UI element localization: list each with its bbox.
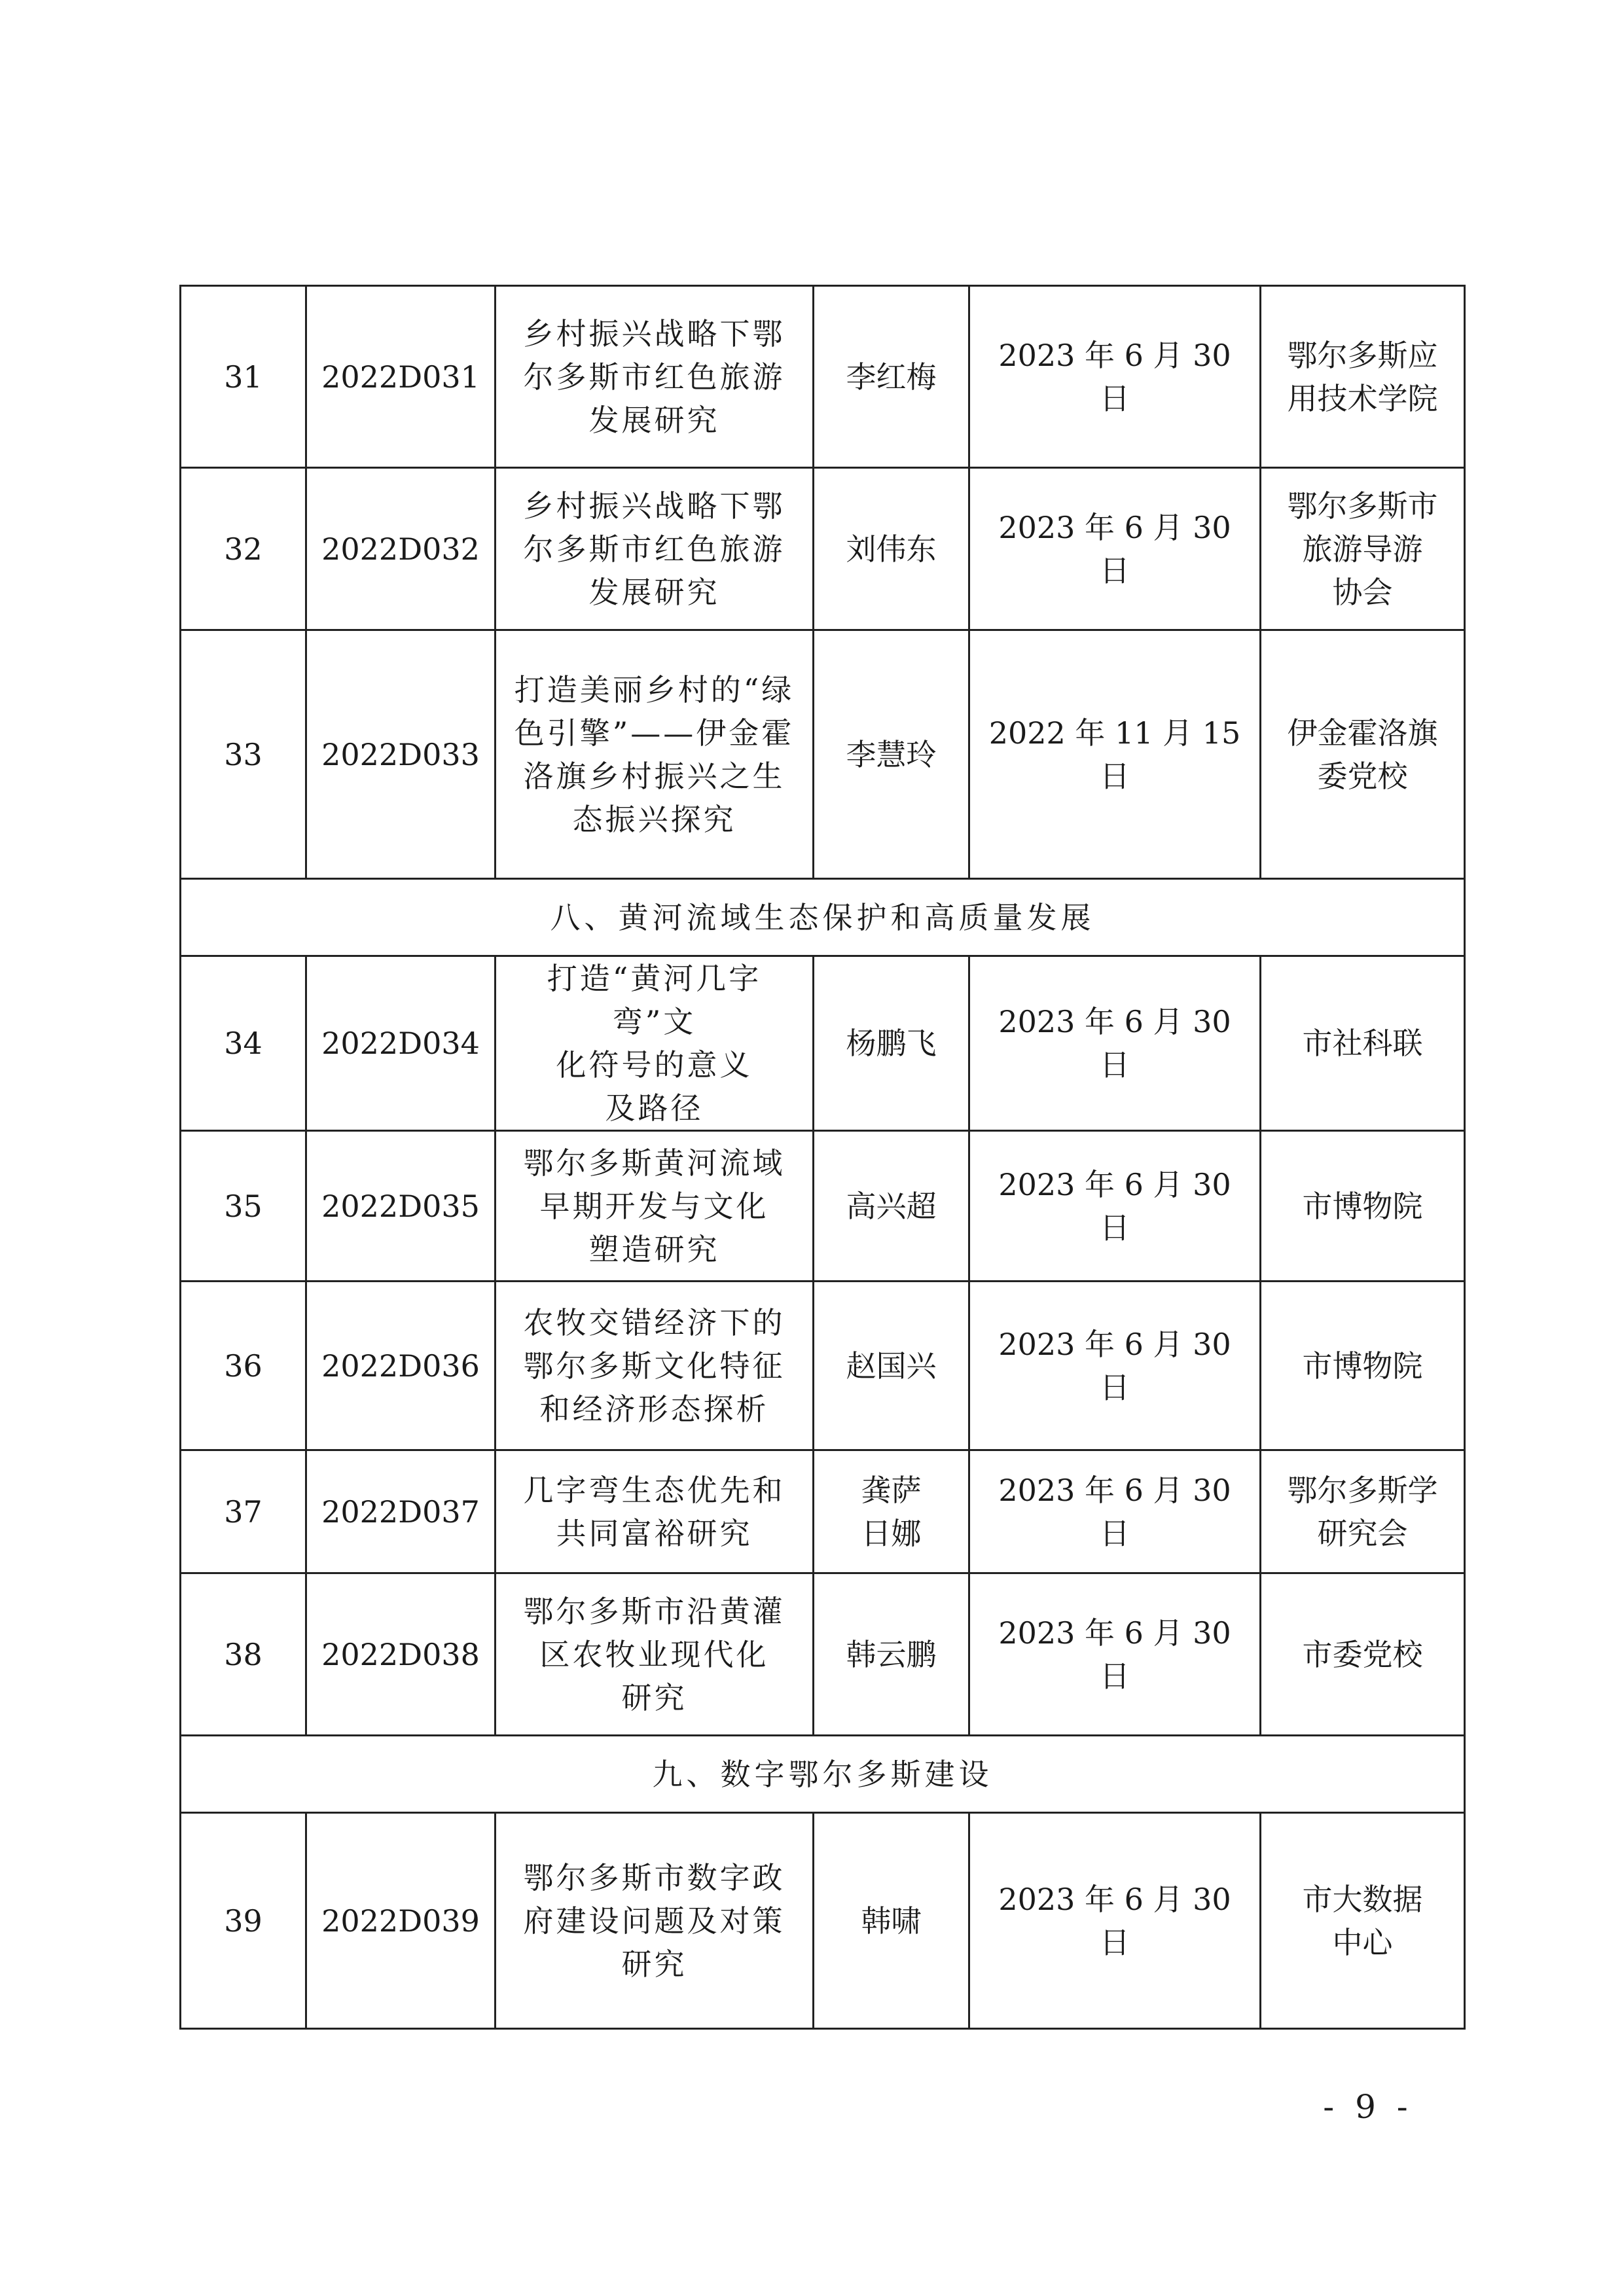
project-title-line: 乡村振兴战略下鄂 <box>523 488 785 524</box>
section-heading-row <box>181 1736 1465 1813</box>
table-row <box>181 1573 1465 1736</box>
organization-line: 市博物院 <box>1302 1188 1423 1224</box>
project-title-line: 发展研究 <box>588 574 720 610</box>
project-leader-line: 日娜 <box>861 1515 922 1551</box>
organization-line: 中心 <box>1332 1924 1393 1960</box>
organization-line: 市大数据 <box>1302 1881 1423 1917</box>
table-row <box>181 1450 1465 1573</box>
organization-line: 协会 <box>1332 574 1393 610</box>
project-title-line: 态振兴探究 <box>572 801 736 837</box>
organization-line: 用技术学院 <box>1287 380 1438 416</box>
organization-line: 市社科联 <box>1302 1026 1423 1061</box>
table-row <box>181 1813 1465 2029</box>
project-leader-line: 赵国兴 <box>846 1348 937 1384</box>
project-title <box>496 1282 814 1450</box>
project-title-line: 鄂尔多斯黄河流域 <box>523 1145 785 1181</box>
project-leader-line: 李红梅 <box>846 359 937 395</box>
completion-date: 2022 年 11 月 15 日 <box>969 630 1261 879</box>
organization-line: 鄂尔多斯市 <box>1287 488 1438 524</box>
project-leader-line: 李慧玲 <box>846 736 937 772</box>
project-code: 2022D031 <box>306 286 496 468</box>
project-leader <box>814 1131 969 1282</box>
project-leader <box>814 1573 969 1736</box>
row-number: 37 <box>181 1450 306 1573</box>
organization-line: 市委党校 <box>1302 1636 1423 1672</box>
project-title-line: 塑造研究 <box>588 1231 720 1267</box>
project-code: 2022D032 <box>306 468 496 630</box>
project-title-line: 洛旗乡村振兴之生 <box>523 758 785 794</box>
project-leader-line: 高兴超 <box>846 1188 937 1224</box>
row-number: 38 <box>181 1573 306 1736</box>
section-heading: 八、黄河流域生态保护和高质量发展 <box>181 879 1465 956</box>
row-number: 39 <box>181 1813 306 2029</box>
project-title-line: 农牧交错经济下的 <box>523 1304 785 1340</box>
organization <box>1261 956 1465 1131</box>
organization <box>1261 1813 1465 2029</box>
project-title-line: 化符号的意义 <box>556 1047 753 1083</box>
project-leader-line: 韩啸 <box>861 1903 922 1939</box>
project-title-line: 尔多斯市红色旅游 <box>523 359 785 395</box>
project-leader <box>814 1813 969 2029</box>
project-code: 2022D033 <box>306 630 496 879</box>
project-title-line: 鄂尔多斯文化特征 <box>523 1348 785 1384</box>
project-title-line: 尔多斯市红色旅游 <box>523 531 785 567</box>
section-heading-row <box>181 879 1465 956</box>
project-leader-line: 刘伟东 <box>846 531 937 567</box>
project-title-line: 乡村振兴战略下鄂 <box>523 315 785 351</box>
project-title-line: 色引擎”——伊金霍 <box>514 715 795 751</box>
organization-line: 旅游导游 <box>1302 531 1423 567</box>
organization <box>1261 1450 1465 1573</box>
page-number: - 9 - <box>1323 2088 1413 2126</box>
project-code: 2022D037 <box>306 1450 496 1573</box>
table-row <box>181 468 1465 630</box>
organization-line: 鄂尔多斯学 <box>1287 1472 1438 1508</box>
table-row <box>181 630 1465 879</box>
project-leader <box>814 1450 969 1573</box>
organization <box>1261 468 1465 630</box>
project-leader <box>814 468 969 630</box>
project-title <box>496 468 814 630</box>
project-code: 2022D035 <box>306 1131 496 1282</box>
organization-line: 伊金霍洛旗 <box>1287 715 1438 751</box>
project-title-line: 及路径 <box>605 1090 704 1126</box>
completion-date: 2023 年 6 月 30 日 <box>969 956 1261 1131</box>
project-title-line: 研究 <box>621 1679 687 1715</box>
project-title <box>496 1813 814 2029</box>
project-leader-line: 杨鹏飞 <box>846 1026 937 1061</box>
row-number: 35 <box>181 1131 306 1282</box>
completion-date: 2023 年 6 月 30 日 <box>969 286 1261 468</box>
organization <box>1261 1573 1465 1736</box>
row-number: 31 <box>181 286 306 468</box>
organization <box>1261 630 1465 879</box>
project-title <box>496 286 814 468</box>
project-table <box>179 285 1466 2030</box>
project-leader <box>814 1282 969 1450</box>
row-number: 36 <box>181 1282 306 1450</box>
organization <box>1261 1282 1465 1450</box>
project-title-line: 打造美丽乡村的“绿 <box>514 672 795 708</box>
completion-date: 2023 年 6 月 30 日 <box>969 1282 1261 1450</box>
organization <box>1261 1131 1465 1282</box>
table-row <box>181 956 1465 1131</box>
row-number: 32 <box>181 468 306 630</box>
table-row <box>181 1131 1465 1282</box>
project-title-line: 和经济形态探析 <box>539 1391 769 1427</box>
project-leader <box>814 286 969 468</box>
completion-date: 2023 年 6 月 30 日 <box>969 1813 1261 2029</box>
project-title-line: 打造“黄河几字弯”文 <box>547 961 762 1039</box>
project-title <box>496 956 814 1131</box>
project-title <box>496 1450 814 1573</box>
completion-date: 2023 年 6 月 30 日 <box>969 1450 1261 1573</box>
project-code: 2022D038 <box>306 1573 496 1736</box>
project-title-line: 鄂尔多斯市数字政 <box>523 1859 785 1895</box>
section-heading: 九、数字鄂尔多斯建设 <box>181 1736 1465 1813</box>
project-title <box>496 1573 814 1736</box>
project-leader <box>814 956 969 1131</box>
project-title-line: 共同富裕研究 <box>556 1515 753 1551</box>
project-title-line: 几字弯生态优先和 <box>523 1472 785 1508</box>
organization-line: 委党校 <box>1317 758 1408 794</box>
project-title <box>496 1131 814 1282</box>
table-row <box>181 1282 1465 1450</box>
project-leader-line: 韩云鹏 <box>846 1636 937 1672</box>
organization-line: 市博物院 <box>1302 1348 1423 1384</box>
organization <box>1261 286 1465 468</box>
completion-date: 2023 年 6 月 30 日 <box>969 468 1261 630</box>
project-leader <box>814 630 969 879</box>
project-title-line: 鄂尔多斯市沿黄灌 <box>523 1593 785 1629</box>
project-code: 2022D039 <box>306 1813 496 2029</box>
table-row <box>181 286 1465 468</box>
project-title-line: 研究 <box>621 1946 687 1982</box>
completion-date: 2023 年 6 月 30 日 <box>969 1131 1261 1282</box>
project-title-line: 府建设问题及对策 <box>523 1903 785 1939</box>
project-title-line: 早期开发与文化 <box>539 1188 769 1224</box>
organization-line: 鄂尔多斯应 <box>1287 337 1438 373</box>
organization-line: 研究会 <box>1317 1515 1408 1551</box>
row-number: 34 <box>181 956 306 1131</box>
project-leader-line: 龚萨 <box>861 1472 922 1508</box>
project-code: 2022D036 <box>306 1282 496 1450</box>
completion-date: 2023 年 6 月 30 日 <box>969 1573 1261 1736</box>
row-number: 33 <box>181 630 306 879</box>
project-title-line: 发展研究 <box>588 402 720 438</box>
project-title-line: 区农牧业现代化 <box>539 1636 769 1672</box>
project-code: 2022D034 <box>306 956 496 1131</box>
project-title <box>496 630 814 879</box>
table-body <box>181 286 1465 2029</box>
